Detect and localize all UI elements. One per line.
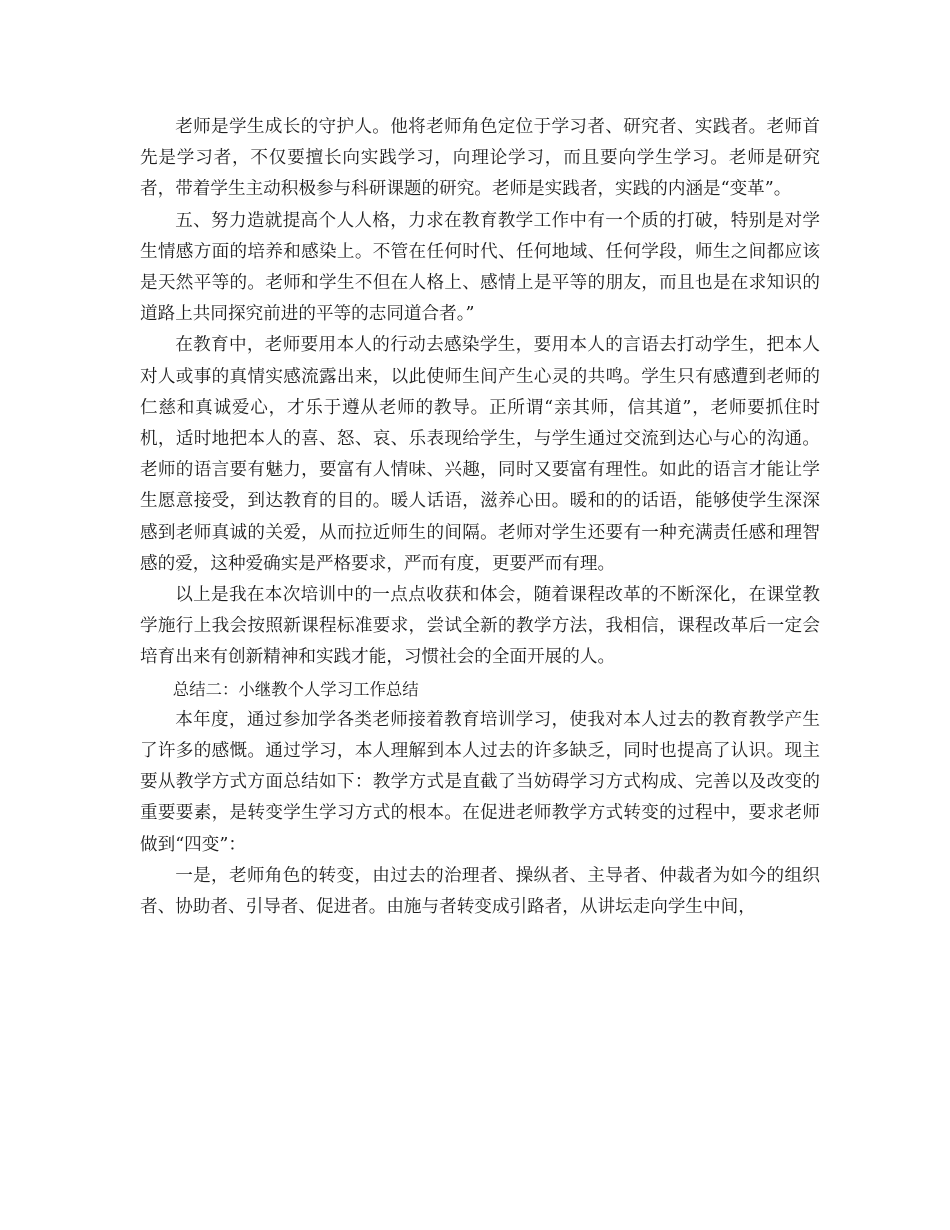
paragraph-teacher-roles: 老师是学生成长的守护人。他将老师角色定位于学习者、研究者、实践者。老师首先是学习者，不仅要擅长向实践学习，向理论学习，而且要向学生学习。老师是研究者，带着学生主动积极参与科研课题的研究。老师是实践者，实践的内涵是“变革”。	[140, 117, 820, 200]
paragraph-role-change: 一是，老师角色的转变，由过去的治理者、操纵者、主导者、仲裁者为如今的组织者、协助者、引导者、促进者。由施与者转变成引路者，从讲坛走向学生中间，	[140, 865, 820, 918]
document-body	[140, 112, 820, 923]
paragraph-annual-summary: 本年度，通过参加学各类老师接着教育培训学习，使我对本人过去的教育教学产生了许多的感慨。通过学习，本人理解到本人过去的许多缺乏，同时也提高了认识。现主要从教学方式方面总结如下：教学方式是直截了当妨碍学习方式构成、完善以及改变的重要要素，是转变学生学习方式的根本。在促进老师教学方式转变的过程中，要求老师做到“四变”：	[140, 709, 820, 855]
paragraph-conclusion: 以上是我在本次培训中的一点点收获和体会，随着课程改革的不断深化，在课堂教学施行上我会按照新课程标准要求，尝试全新的教学方法，我相信，课程改革后一定会培育出来有创新精神和实践才能，习惯社会的全面开展的人。	[140, 585, 820, 668]
section-heading: 总结二：小继教个人学习工作总结	[172, 679, 419, 699]
paragraph-emotional-education: 在教育中，老师要用本人的行动去感染学生，要用本人的言语去打动学生，把本人对人或事的真情实感流露出来，以此使师生间产生心灵的共鸣。学生只有感遭到老师的仁慈和真诚爱心，才乐于遵从老师的教导。正所谓“亲其师，信其道”，老师要抓住时机，适时地把本人的喜、怒、哀、乐表现给学生，与学生通过交流到达心与心的沟通。老师的语言要有魅力，要富有人情味、兴趣，同时又要富有理性。如此的语言才能让学生愿意接受，到达教育的目的。暖人话语，滋养心田。暖和的的话语，能够使学生深深感到老师真诚的关爱，从而拉近师生的间隔。老师对学生还要有一种充满责任感和理智感的爱，这种爱确实是严格要求，严而有度，更要严而有理。	[140, 335, 820, 574]
paragraph-personality: 五、努力造就提高个人人格，力求在教育教学工作中有一个质的打破，特别是对学生情感方面的培养和感染上。不管在任何时代、任何地域、任何学段，师生之间都应该是天然平等的。老师和学生不但在人格上、感情上是平等的朋友，而且也是在求知识的道路上共同探究前进的平等的志同道合者。”	[140, 210, 820, 325]
